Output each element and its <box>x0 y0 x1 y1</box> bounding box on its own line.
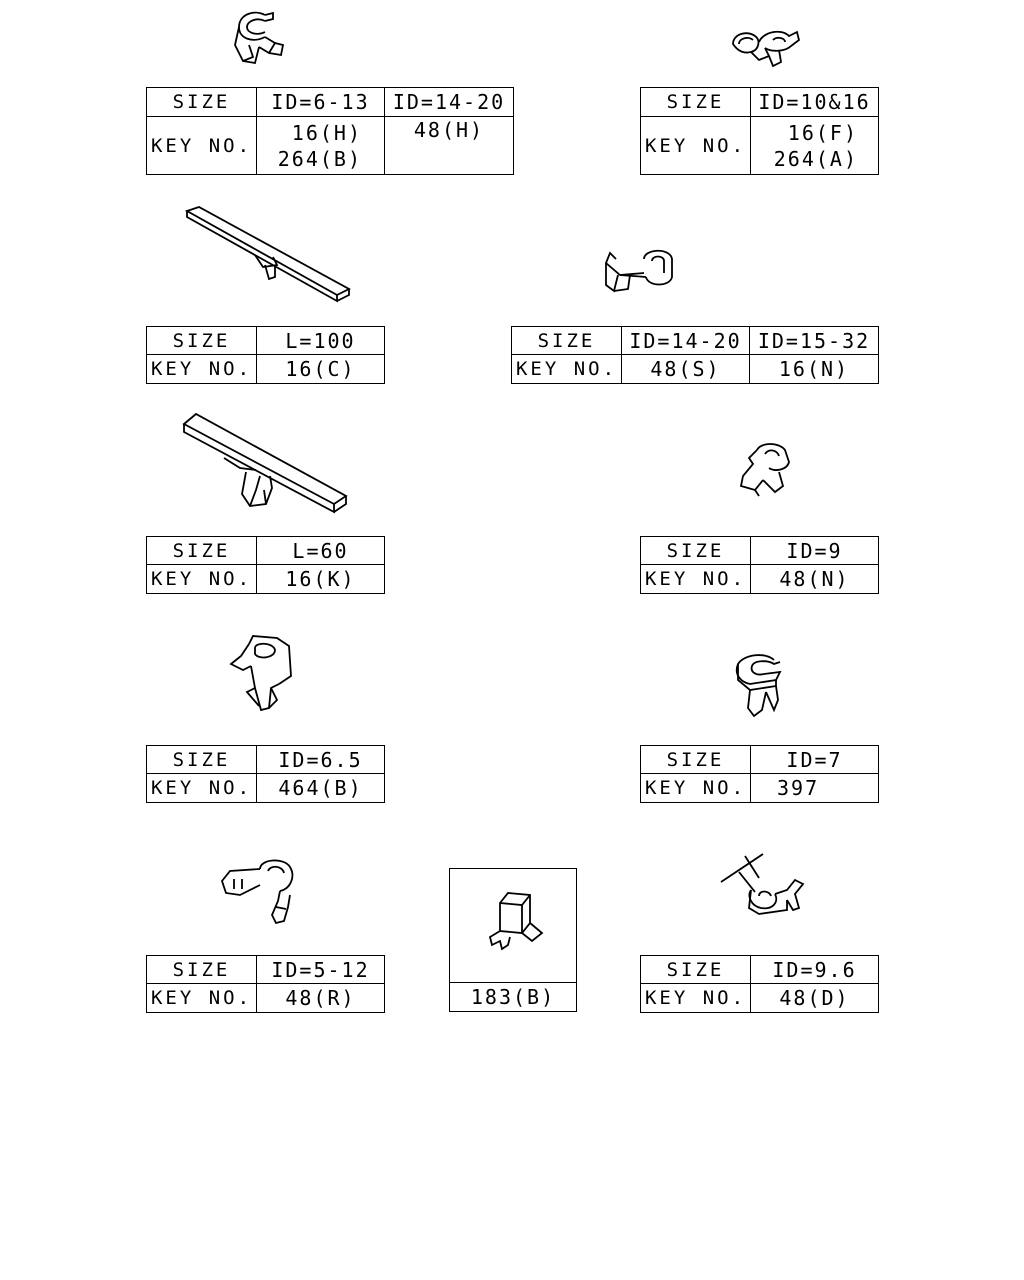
key-header: KEY NO. <box>147 117 257 175</box>
size-header: SIZE <box>512 327 622 355</box>
key-header: KEY NO. <box>641 984 751 1013</box>
spec-table <box>146 745 385 803</box>
size-value: ID=9 <box>751 537 879 565</box>
key-value: 48(N) <box>751 565 879 594</box>
spec-table <box>511 326 879 384</box>
key-header: KEY NO. <box>512 355 622 384</box>
key-value-line: 264(A) <box>773 146 858 171</box>
size-value: ID=14-20 <box>622 327 750 355</box>
key-value: 397 <box>751 774 879 803</box>
size-value: ID=9.6 <box>751 956 879 984</box>
double-clip-icon <box>220 855 310 930</box>
size-value: ID=14-20 <box>385 88 514 117</box>
key-header: KEY NO. <box>641 117 751 175</box>
key-value <box>751 117 879 175</box>
boxed-part <box>449 868 577 1012</box>
spec-table <box>640 536 879 594</box>
key-value: 16(C) <box>257 355 385 384</box>
twin-clip-icon <box>725 20 805 70</box>
key-header: KEY NO. <box>147 984 257 1013</box>
long-strap-clip-icon <box>185 205 355 305</box>
key-header: KEY NO. <box>641 565 751 594</box>
size-header: SIZE <box>641 956 751 984</box>
angled-clip-icon <box>715 850 810 920</box>
key-value: 16(K) <box>257 565 385 594</box>
key-value-line: 264(B) <box>277 146 362 171</box>
size-value: ID=10&16 <box>751 88 879 117</box>
size-value: L=100 <box>257 327 385 355</box>
key-value-line: 48(H) <box>413 118 485 142</box>
spec-table <box>146 955 385 1013</box>
key-value-line: 16(H) <box>291 120 362 145</box>
size-value: ID=5-12 <box>257 956 385 984</box>
size-header: SIZE <box>147 746 257 774</box>
size-header: SIZE <box>147 956 257 984</box>
key-header: KEY NO. <box>147 565 257 594</box>
size-value: ID=15-32 <box>750 327 879 355</box>
block-clip-icon <box>486 889 546 954</box>
c-clip-icon <box>225 5 295 70</box>
c-pin-clip-icon <box>730 650 790 720</box>
push-pin-clip-icon <box>735 440 795 500</box>
key-value <box>257 117 385 175</box>
short-strap-clip-icon <box>180 410 350 518</box>
spec-table <box>146 536 385 594</box>
size-value: ID=6.5 <box>257 746 385 774</box>
size-header: SIZE <box>147 327 257 355</box>
size-value: ID=6-13 <box>257 88 385 117</box>
harness-clip-icon <box>225 630 305 715</box>
key-value <box>385 117 514 175</box>
key-header: KEY NO. <box>641 774 751 803</box>
key-value-line: 16(F) <box>787 120 858 145</box>
boxed-part-key: 183(B) <box>450 982 576 1011</box>
hose-clip-icon <box>600 245 680 300</box>
key-value: 48(D) <box>751 984 879 1013</box>
size-value: ID=7 <box>751 746 879 774</box>
spec-table <box>640 87 879 175</box>
key-header: KEY NO. <box>147 355 257 384</box>
spec-table <box>146 326 385 384</box>
size-header: SIZE <box>641 746 751 774</box>
spec-table <box>640 745 879 803</box>
size-value: L=60 <box>257 537 385 565</box>
size-header: SIZE <box>147 537 257 565</box>
key-value: 16(N) <box>750 355 879 384</box>
size-header: SIZE <box>641 88 751 117</box>
spec-table <box>640 955 879 1013</box>
key-value: 48(R) <box>257 984 385 1013</box>
key-header: KEY NO. <box>147 774 257 803</box>
key-value: 48(S) <box>622 355 750 384</box>
size-header: SIZE <box>147 88 257 117</box>
size-header: SIZE <box>641 537 751 565</box>
spec-table <box>146 87 514 175</box>
key-value: 464(B) <box>257 774 385 803</box>
